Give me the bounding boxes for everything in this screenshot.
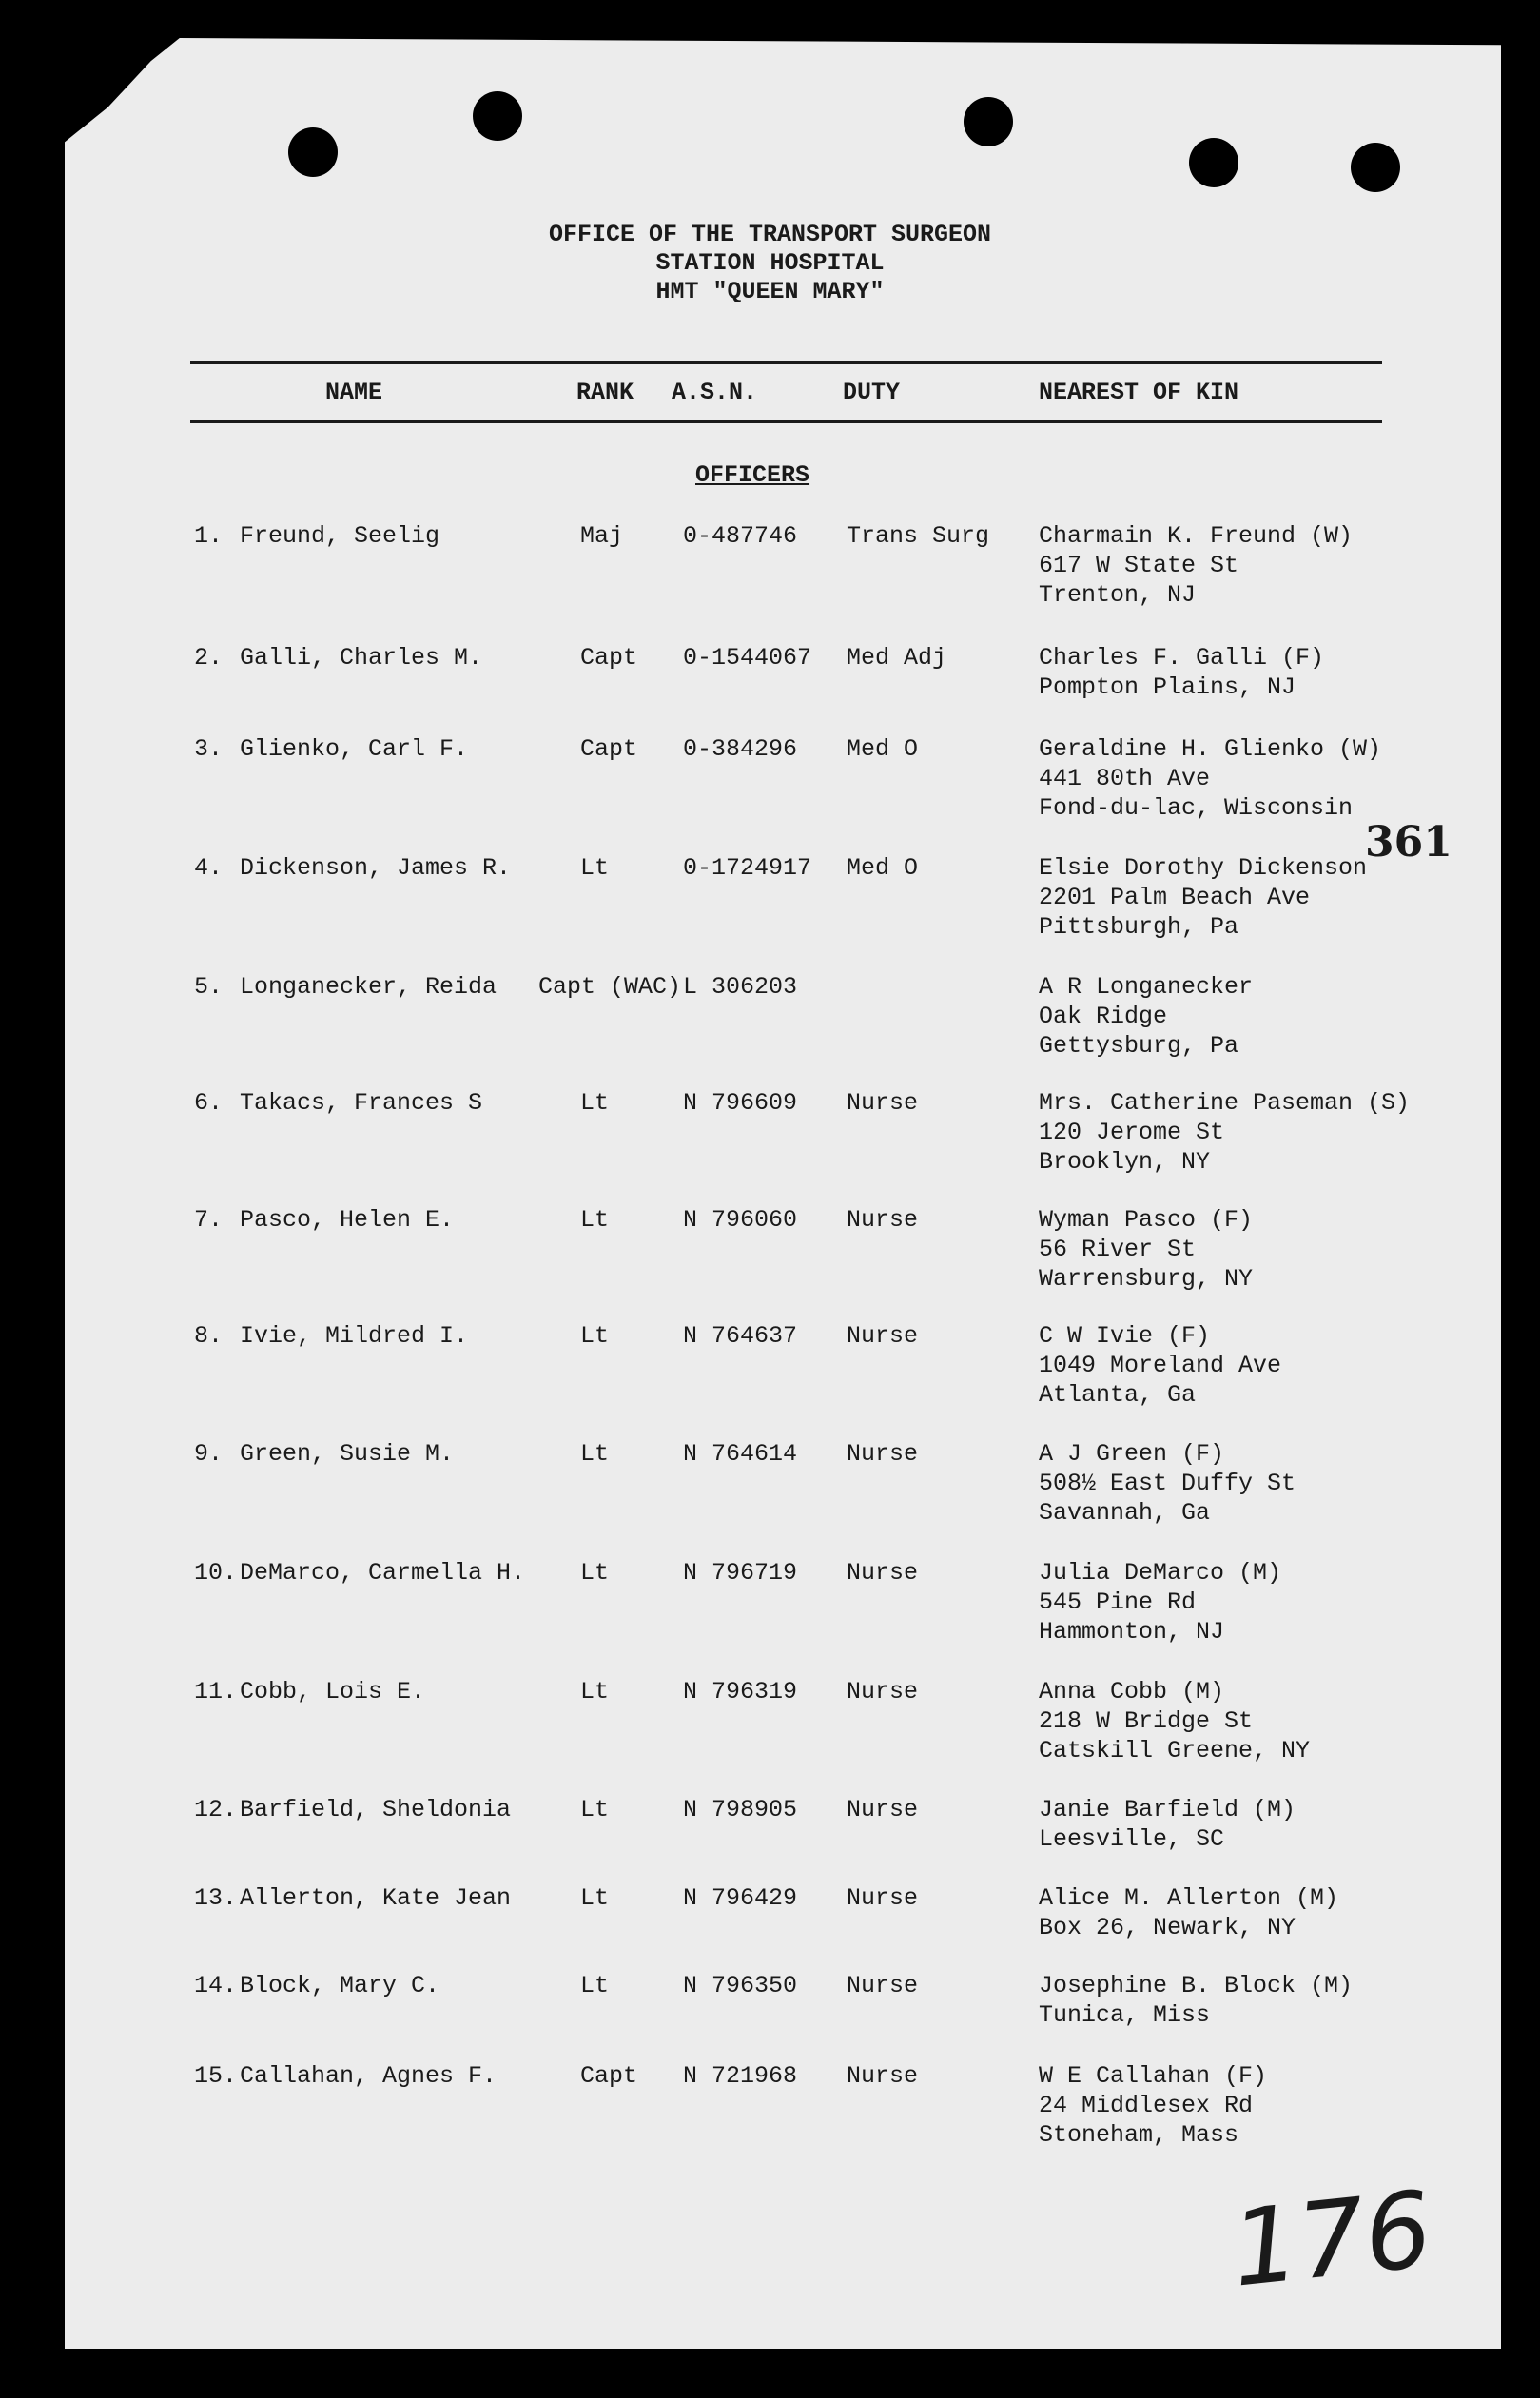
punch-hole xyxy=(1189,138,1238,187)
kin-line: Stoneham, Mass xyxy=(1039,2121,1239,2149)
entry-number: 9. xyxy=(194,1440,224,1468)
header-bottom-rule xyxy=(190,420,1382,423)
officer-name: Barfield, Sheldonia xyxy=(240,1796,512,1823)
officer-asn: N 796429 xyxy=(683,1884,798,1912)
header-line-3: HMT "QUEEN MARY" xyxy=(655,278,885,305)
kin-line: Julia DeMarco (M) xyxy=(1039,1559,1282,1587)
officer-duty: Nurse xyxy=(847,1089,919,1117)
nearest-of-kin xyxy=(1039,1439,1296,1528)
kin-line: 441 80th Ave xyxy=(1039,765,1211,792)
nearest-of-kin xyxy=(1039,853,1367,942)
kin-line: Tunica, Miss xyxy=(1039,2001,1211,2029)
officer-asn: N 764637 xyxy=(683,1322,798,1350)
officer-duty: Nurse xyxy=(847,1972,919,1999)
officer-name: Takacs, Frances S xyxy=(240,1089,483,1117)
kin-line: Geraldine H. Glienko (W) xyxy=(1039,735,1382,763)
nearest-of-kin xyxy=(1039,972,1253,1061)
officer-name: Green, Susie M. xyxy=(240,1440,455,1468)
kin-line: Mrs. Catherine Paseman (S) xyxy=(1039,1089,1411,1117)
kin-line: 508½ East Duffy St xyxy=(1039,1470,1296,1497)
kin-line: 218 W Bridge St xyxy=(1039,1707,1254,1735)
officer-rank: Lt xyxy=(580,1678,610,1706)
officer-asn: 0-384296 xyxy=(683,735,798,763)
officer-asn: N 796609 xyxy=(683,1089,798,1117)
officer-asn: 0-1544067 xyxy=(683,644,812,672)
kin-line: W E Callahan (F) xyxy=(1039,2062,1268,2090)
officer-name: Dickenson, James R. xyxy=(240,854,512,882)
entry-number: 15. xyxy=(194,2062,238,2090)
kin-line: 545 Pine Rd xyxy=(1039,1589,1197,1616)
kin-line: Fond-du-lac, Wisconsin xyxy=(1039,794,1354,822)
officer-duty: Nurse xyxy=(847,1206,919,1234)
kin-line: Box 26, Newark, NY xyxy=(1039,1914,1296,1941)
officer-asn: N 796719 xyxy=(683,1559,798,1587)
officer-name: Longanecker, Reida xyxy=(240,973,497,1001)
col-asn: A.S.N. xyxy=(672,379,758,406)
officer-rank: Lt xyxy=(580,1322,610,1350)
entry-number: 12. xyxy=(194,1796,238,1823)
officer-asn: N 721968 xyxy=(683,2062,798,2090)
officer-name: Ivie, Mildred I. xyxy=(240,1322,469,1350)
nearest-of-kin xyxy=(1039,734,1381,823)
kin-line: Leesville, SC xyxy=(1039,1825,1225,1853)
kin-line: Pompton Plains, NJ xyxy=(1039,673,1296,701)
kin-line: 56 River St xyxy=(1039,1236,1197,1263)
col-kin: NEAREST OF KIN xyxy=(1039,379,1239,406)
kin-line: Gettysburg, Pa xyxy=(1039,1032,1239,1060)
officer-duty: Nurse xyxy=(847,1884,919,1912)
kin-line: Pittsburgh, Pa xyxy=(1039,913,1239,941)
officer-duty: Nurse xyxy=(847,1678,919,1706)
officer-name: Callahan, Agnes F. xyxy=(240,2062,497,2090)
nearest-of-kin xyxy=(1039,1677,1310,1765)
entry-number: 3. xyxy=(194,735,224,763)
officer-rank: Lt xyxy=(580,1440,610,1468)
entry-number: 1. xyxy=(194,522,224,550)
officer-duty: Med O xyxy=(847,854,919,882)
kin-line: A R Longanecker xyxy=(1039,973,1254,1001)
kin-line: 617 W State St xyxy=(1039,552,1239,579)
officer-duty: Med O xyxy=(847,735,919,763)
officer-asn: L 306203 xyxy=(683,973,798,1001)
kin-line: Alice M. Allerton (M) xyxy=(1039,1884,1339,1912)
kin-line: Josephine B. Block (M) xyxy=(1039,1972,1354,1999)
nearest-of-kin xyxy=(1039,1321,1281,1410)
officer-duty: Nurse xyxy=(847,1440,919,1468)
kin-line: A J Green (F) xyxy=(1039,1440,1225,1468)
punch-hole xyxy=(288,127,338,177)
col-name: NAME xyxy=(325,379,383,406)
officer-rank: Capt xyxy=(580,644,638,672)
kin-line: Trenton, NJ xyxy=(1039,581,1197,609)
kin-line: Wyman Pasco (F) xyxy=(1039,1206,1254,1234)
officer-asn: 0-1724917 xyxy=(683,854,812,882)
officer-duty: Med Adj xyxy=(847,644,947,672)
kin-line: Elsie Dorothy Dickenson xyxy=(1039,854,1368,882)
officer-asn: N 796350 xyxy=(683,1972,798,1999)
document-header xyxy=(0,221,1540,306)
officer-rank: Capt xyxy=(580,2062,638,2090)
kin-line: 24 Middlesex Rd xyxy=(1039,2092,1254,2119)
entry-number: 7. xyxy=(194,1206,224,1234)
kin-line: Warrensburg, NY xyxy=(1039,1265,1254,1293)
officer-name: Galli, Charles M. xyxy=(240,644,483,672)
officer-asn: 0-487746 xyxy=(683,522,798,550)
punch-hole xyxy=(1351,143,1400,192)
officer-asn: N 796060 xyxy=(683,1206,798,1234)
officer-rank: Lt xyxy=(580,1559,610,1587)
col-rank: RANK xyxy=(576,379,634,406)
entry-number: 2. xyxy=(194,644,224,672)
officer-rank: Capt (WAC) xyxy=(538,973,682,1001)
kin-line: Atlanta, Ga xyxy=(1039,1381,1197,1409)
nearest-of-kin xyxy=(1039,1205,1253,1294)
officer-name: Block, Mary C. xyxy=(240,1972,440,1999)
col-duty: DUTY xyxy=(843,379,901,406)
officer-name: Freund, Seelig xyxy=(240,522,440,550)
officer-duty: Nurse xyxy=(847,1796,919,1823)
entry-number: 4. xyxy=(194,854,224,882)
officer-rank: Lt xyxy=(580,1972,610,1999)
entry-number: 10. xyxy=(194,1559,238,1587)
officer-name: Pasco, Helen E. xyxy=(240,1206,455,1234)
kin-line: Charmain K. Freund (W) xyxy=(1039,522,1354,550)
kin-line: 1049 Moreland Ave xyxy=(1039,1352,1282,1379)
officer-asn: N 798905 xyxy=(683,1796,798,1823)
officer-duty: Nurse xyxy=(847,2062,919,2090)
punch-hole xyxy=(473,91,522,141)
officer-name: Glienko, Carl F. xyxy=(240,735,469,763)
officer-rank: Lt xyxy=(580,1884,610,1912)
kin-line: Janie Barfield (M) xyxy=(1039,1796,1296,1823)
nearest-of-kin xyxy=(1039,1971,1353,2030)
officer-name: DeMarco, Carmella H. xyxy=(240,1559,526,1587)
kin-line: Catskill Greene, NY xyxy=(1039,1737,1311,1764)
punch-hole xyxy=(964,97,1013,146)
officer-rank: Lt xyxy=(580,1089,610,1117)
entry-number: 6. xyxy=(194,1089,224,1117)
entry-number: 8. xyxy=(194,1322,224,1350)
header-line-2: STATION HOSPITAL xyxy=(655,249,885,277)
officer-asn: N 764614 xyxy=(683,1440,798,1468)
top-rule xyxy=(190,361,1382,364)
nearest-of-kin xyxy=(1039,1795,1296,1854)
kin-line: 2201 Palm Beach Ave xyxy=(1039,884,1311,911)
kin-line: Oak Ridge xyxy=(1039,1003,1168,1030)
officer-duty: Trans Surg xyxy=(847,522,990,550)
nearest-of-kin xyxy=(1039,1558,1281,1647)
header-line-1: OFFICE OF THE TRANSPORT SURGEON xyxy=(548,221,992,248)
section-title: OFFICERS xyxy=(695,461,810,489)
officer-duty: Nurse xyxy=(847,1322,919,1350)
officer-rank: Lt xyxy=(580,854,610,882)
kin-line: Brooklyn, NY xyxy=(1039,1148,1211,1176)
stamp-number: 361 xyxy=(1365,818,1452,867)
kin-line: 120 Jerome St xyxy=(1039,1119,1225,1146)
entry-number: 11. xyxy=(194,1678,238,1706)
kin-line: Anna Cobb (M) xyxy=(1039,1678,1225,1706)
officer-duty: Nurse xyxy=(847,1559,919,1587)
kin-line: Charles F. Galli (F) xyxy=(1039,644,1325,672)
nearest-of-kin xyxy=(1039,1088,1410,1177)
nearest-of-kin xyxy=(1039,2061,1267,2150)
kin-line: C W Ivie (F) xyxy=(1039,1322,1211,1350)
handwritten-page-number: 176 xyxy=(1225,2168,1438,2310)
officer-rank: Lt xyxy=(580,1796,610,1823)
nearest-of-kin xyxy=(1039,643,1324,702)
officer-rank: Capt xyxy=(580,735,638,763)
kin-line: Savannah, Ga xyxy=(1039,1499,1211,1527)
officer-rank: Lt xyxy=(580,1206,610,1234)
officer-name: Allerton, Kate Jean xyxy=(240,1884,512,1912)
nearest-of-kin xyxy=(1039,1883,1338,1942)
nearest-of-kin xyxy=(1039,521,1353,610)
officer-asn: N 796319 xyxy=(683,1678,798,1706)
entry-number: 13. xyxy=(194,1884,238,1912)
officer-rank: Maj xyxy=(580,522,624,550)
entry-number: 14. xyxy=(194,1972,238,1999)
officer-name: Cobb, Lois E. xyxy=(240,1678,426,1706)
entry-number: 5. xyxy=(194,973,224,1001)
kin-line: Hammonton, NJ xyxy=(1039,1618,1225,1646)
